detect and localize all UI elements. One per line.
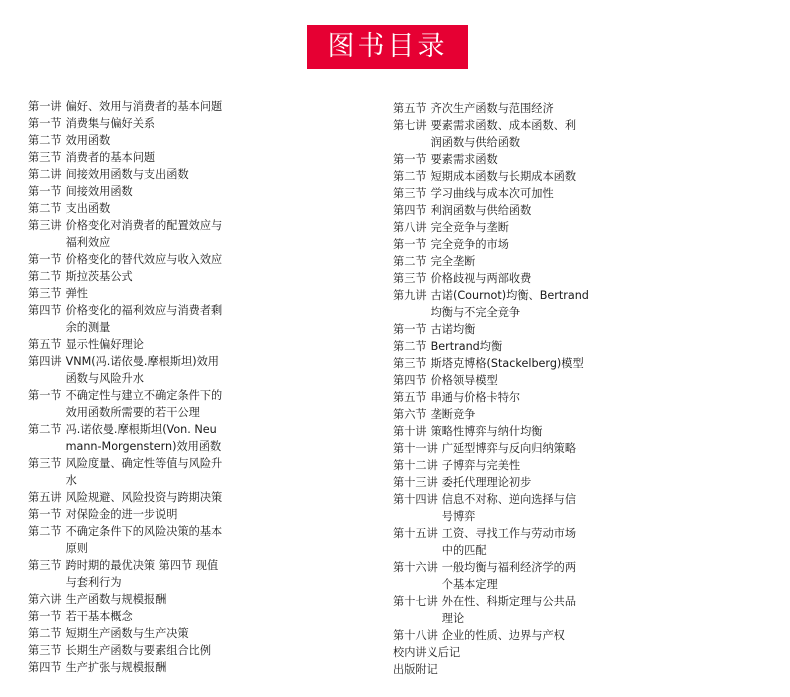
toc-entry	[393, 474, 588, 491]
toc-entry-number: 第六节	[393, 408, 427, 421]
toc-entry-number: 第二节	[28, 202, 62, 215]
toc-entry-title	[66, 608, 133, 625]
toc-entry-title	[66, 183, 133, 200]
toc-entry	[393, 355, 588, 372]
toc-entry-line: 价格变化的福利效应与消费者剩	[65, 304, 223, 317]
toc-entry-line: 策略性博弈与纳什均衡	[430, 425, 543, 438]
toc-entry-title	[66, 166, 189, 183]
toc-entry-title	[431, 219, 509, 236]
toc-entry-title	[393, 644, 460, 661]
toc-entry-title	[431, 253, 476, 270]
toc-entry-title	[442, 440, 576, 457]
toc-entry-title	[66, 98, 223, 115]
toc-entry-title	[442, 559, 576, 593]
toc-entry-title	[431, 423, 543, 440]
toc-entry-title	[66, 591, 167, 608]
toc-entry-number: 第四节	[393, 374, 427, 387]
toc-entry-title	[66, 659, 167, 676]
toc-entry-line: 效用函数所需要的若干公理	[65, 406, 200, 419]
toc-entry-line: 生产函数与规模报酬	[65, 593, 167, 606]
toc-entry-title	[66, 302, 223, 336]
page-title: 图书目录	[307, 25, 468, 69]
toc-entry	[28, 183, 233, 200]
toc-entry-line: 斯拉茨基公式	[65, 270, 133, 283]
toc-entry	[393, 151, 588, 168]
toc-entry-number: 第三节	[28, 644, 62, 657]
toc-left-column	[28, 98, 233, 676]
toc-entry-line: 出版附记	[393, 663, 438, 676]
toc-entry-line: 润函数与供给函数	[430, 136, 521, 149]
toc-entry	[393, 202, 588, 219]
toc-entry-line: 价格变化对消费者的配置效应与	[65, 219, 223, 232]
toc-entry	[28, 149, 233, 166]
toc-entry-number: 第二节	[28, 134, 62, 147]
toc-entry-number: 第三节	[28, 151, 62, 164]
toc-entry-number: 第五讲	[28, 491, 62, 504]
toc-entry-line: 利润函数与供给函数	[430, 204, 532, 217]
toc-entry	[393, 593, 588, 627]
toc-entry	[28, 115, 233, 132]
toc-entry-number: 第一节	[393, 323, 427, 336]
toc-entry-title	[66, 625, 189, 642]
toc-entry-number: 第一节	[28, 389, 62, 402]
toc-entry-line: 偏好、效用与消费者的基本问题	[65, 100, 223, 113]
toc-entry-title	[431, 202, 532, 219]
toc-entry-number: 第三节	[393, 187, 427, 200]
toc-entry	[28, 200, 233, 217]
toc-entry-number: 第二节	[28, 423, 62, 436]
toc-entry	[393, 287, 588, 321]
toc-entry-title	[66, 523, 223, 557]
toc-entry	[393, 253, 588, 270]
toc-entry-number: 第九讲	[393, 289, 427, 302]
toc-entry-number: 第一节	[28, 508, 62, 521]
toc-entry	[28, 608, 233, 625]
toc-entry	[393, 457, 588, 474]
toc-entry	[393, 168, 588, 185]
toc-entry	[28, 506, 233, 523]
toc-entry-number: 第一节	[28, 185, 62, 198]
toc-entry-number: 第十六讲	[393, 561, 438, 574]
toc-entry	[393, 338, 588, 355]
toc-entry	[393, 372, 588, 389]
toc-entry-number: 第二节	[393, 170, 427, 183]
toc-entry-line: 工资、寻找工作与劳动市场	[441, 527, 577, 540]
toc-entry-line: 古诺(Cournot)均衡、Bertrand	[430, 289, 589, 302]
toc-entry-number: 第十八讲	[393, 629, 438, 642]
toc-entry-line: 信息不对称、逆向选择与信	[441, 493, 577, 506]
toc-entry	[28, 251, 233, 268]
toc-entry-number: 第三节	[28, 457, 62, 470]
toc-entry	[28, 353, 233, 387]
toc-entry-title	[431, 100, 554, 117]
toc-entry-number: 第一节	[393, 238, 427, 251]
toc-entry-line: 与套利行为	[65, 576, 122, 589]
toc-entry-line: 子博弈与完美性	[441, 459, 521, 472]
toc-entry-line: 冯.诺依曼.摩根斯坦(Von. Neu	[65, 423, 217, 436]
toc-entry-line: 不确定条件下的风险决策的基本	[65, 525, 223, 538]
toc-entry-number: 第一节	[28, 117, 62, 130]
toc-entry-title	[431, 168, 576, 185]
toc-entry-line: 垄断竞争	[430, 408, 476, 421]
toc-entry-line: 福利效应	[65, 236, 111, 249]
toc-entry-title	[66, 115, 156, 132]
toc-entry-line: 弹性	[65, 287, 88, 300]
toc-entry-number: 第十三讲	[393, 476, 438, 489]
toc-entry-number: 第十五讲	[393, 527, 438, 540]
toc-entry-line: 广延型博弈与反向归纳策略	[441, 442, 577, 455]
toc-entry-title	[66, 268, 133, 285]
toc-entry-number: 第七讲	[393, 119, 427, 132]
toc-entry	[393, 389, 588, 406]
toc-entry-title	[66, 132, 111, 149]
toc-entry-line: 水	[65, 474, 77, 487]
toc-entry-line: 学习曲线与成本次可加性	[430, 187, 554, 200]
toc-entry-number: 第六讲	[28, 593, 62, 606]
toc-entry-number: 第一节	[28, 253, 62, 266]
toc-entry-number: 第一讲	[28, 100, 62, 113]
toc-entry-number: 第二节	[28, 525, 62, 538]
toc-entry-line: 余的测量	[65, 321, 111, 334]
toc-entry-title	[66, 642, 211, 659]
toc-entry	[28, 336, 233, 353]
toc-entry-line: 要素需求函数、成本函数、利	[430, 119, 577, 132]
toc-entry-line: 校内讲义后记	[393, 646, 461, 659]
toc-entry-title	[66, 336, 144, 353]
toc-entry-title	[66, 506, 178, 523]
toc-entry-line: 对保险金的进一步说明	[65, 508, 178, 521]
toc-entry	[393, 661, 588, 678]
toc-entry	[28, 268, 233, 285]
toc-entry-number: 第二节	[393, 255, 427, 268]
toc-entry-title	[442, 627, 565, 644]
toc-entry-line: 价格变化的替代效应与收入效应	[65, 253, 223, 266]
toc-entry-line: 短期生产函数与生产决策	[65, 627, 189, 640]
toc-entry-number: 第十一讲	[393, 442, 438, 455]
toc-entry-line: 间接效用函数与支出函数	[65, 168, 189, 181]
toc-entry-title	[431, 389, 521, 406]
toc-entry	[28, 421, 233, 455]
toc-entry-line: 间接效用函数	[65, 185, 133, 198]
toc-entry-title	[431, 372, 498, 389]
toc-entry	[28, 625, 233, 642]
toc-entry-number: 第四节	[393, 204, 427, 217]
toc-entry	[28, 489, 233, 506]
toc-entry-title	[66, 421, 222, 455]
toc-entry-number: 第三讲	[28, 219, 62, 232]
toc-entry	[28, 523, 233, 557]
toc-entry-title	[66, 149, 156, 166]
toc-entry	[393, 440, 588, 457]
toc-entry-title	[442, 491, 576, 525]
toc-entry-line: 效用函数	[65, 134, 111, 147]
toc-entry	[28, 591, 233, 608]
toc-entry-line: 支出函数	[65, 202, 111, 215]
toc-entry-line: Bertrand均衡	[430, 340, 503, 353]
toc-entry-title	[442, 474, 532, 491]
toc-entry	[393, 559, 588, 593]
toc-entry-title	[431, 117, 576, 151]
toc-entry-line: 完全竞争的市场	[430, 238, 509, 251]
toc-entry-title	[66, 200, 111, 217]
toc-entry	[28, 98, 233, 115]
toc-entry	[393, 321, 588, 338]
toc-entry-line: 外在性、科斯定理与公共品	[441, 595, 577, 608]
toc-entry-title	[431, 321, 476, 338]
toc-entry-line: 串通与价格卡特尔	[430, 391, 521, 404]
toc-entry-number: 第二节	[393, 340, 427, 353]
toc-entry-line: 不确定性与建立不确定条件下的	[65, 389, 223, 402]
toc-entry	[28, 302, 233, 336]
toc-right-column	[393, 100, 588, 678]
toc-entry-line: mann-Morgenstern)效用函数	[65, 440, 222, 453]
toc-entry-number: 第四节	[28, 304, 62, 317]
toc-entry-line: 完全竞争与垄断	[430, 221, 509, 234]
toc-entry-line: 企业的性质、边界与产权	[441, 629, 565, 642]
toc-entry-title	[66, 217, 223, 251]
toc-entry-line: 中的匹配	[441, 544, 487, 557]
toc-entry-number: 第十二讲	[393, 459, 438, 472]
toc-entry-line: 函数与风险升水	[65, 372, 144, 385]
toc-entry	[393, 491, 588, 525]
toc-entry-number: 第五节	[393, 391, 427, 404]
toc-entry-number: 第三节	[393, 357, 427, 370]
toc-entry-title	[431, 236, 509, 253]
toc-entry	[28, 132, 233, 149]
toc-entry	[28, 285, 233, 302]
toc-entry-line: 风险度量、确定性等值与风险升	[65, 457, 223, 470]
toc-entry-number: 第十七讲	[393, 595, 438, 608]
toc-entry-title	[66, 251, 223, 268]
toc-entry-line: 消费集与偏好关系	[65, 117, 156, 130]
toc-entry-number: 第五节	[393, 102, 427, 115]
toc-entry-title	[66, 557, 219, 591]
toc-entry	[28, 387, 233, 421]
toc-entry-number: 第二节	[28, 270, 62, 283]
toc-entry-number: 第八讲	[393, 221, 427, 234]
toc-entry-line: 风险规避、风险投资与跨期决策	[65, 491, 223, 504]
toc-entry-line: 号博弈	[441, 510, 476, 523]
toc-entry-title	[66, 489, 223, 506]
toc-entry-title	[431, 287, 589, 321]
toc-entry-title	[431, 355, 584, 372]
toc-entry	[393, 525, 588, 559]
toc-entry-number: 第三节	[28, 287, 62, 300]
toc-entry-number: 第二讲	[28, 168, 62, 181]
toc-entry	[28, 642, 233, 659]
toc-entry-line: 原则	[65, 542, 88, 555]
toc-entry-title	[393, 661, 438, 678]
toc-entry-line: 委托代理理论初步	[441, 476, 532, 489]
toc-entry-line: 齐次生产函数与范围经济	[430, 102, 554, 115]
toc-entry-line: 价格领导模型	[430, 374, 498, 387]
toc-entry-line: 均衡与不完全竞争	[430, 306, 521, 319]
toc-entry	[393, 423, 588, 440]
toc-entry-line: 要素需求函数	[430, 153, 498, 166]
toc-entry	[28, 455, 233, 489]
toc-entry-title	[431, 151, 498, 168]
toc-entry	[28, 659, 233, 676]
toc-entry	[393, 627, 588, 644]
toc-entry-line: 若干基本概念	[65, 610, 133, 623]
toc-entry-title	[431, 406, 476, 423]
toc-entry-title	[431, 338, 503, 355]
toc-entry	[28, 557, 233, 591]
toc-entry-line: 短期成本函数与长期成本函数	[430, 170, 577, 183]
toc-entry-line: 理论	[441, 612, 465, 625]
toc-entry	[393, 100, 588, 117]
toc-entry-title	[442, 525, 576, 559]
toc-entry-title	[66, 455, 223, 489]
toc-entry-number: 第三节	[393, 272, 427, 285]
toc-entry	[28, 217, 233, 251]
toc-entry-number: 第二节	[28, 627, 62, 640]
toc-entry-line: 消费者的基本问题	[65, 151, 156, 164]
toc-entry-title	[431, 185, 554, 202]
toc-entry	[393, 270, 588, 287]
toc-entry-number: 第三节	[28, 559, 62, 572]
toc-entry	[393, 644, 588, 661]
toc-entry-line: VNM(冯.诺依曼.摩根斯坦)效用	[65, 355, 219, 368]
toc-entry-number: 第一节	[393, 153, 427, 166]
toc-entry-title	[442, 457, 520, 474]
toc-entry-title	[66, 387, 223, 421]
toc-entry-line: 个基本定理	[441, 578, 498, 591]
toc-entry-line: 一般均衡与福利经济学的两	[441, 561, 577, 574]
toc-entry-title	[442, 593, 576, 627]
toc-entry-line: 显示性偏好理论	[65, 338, 144, 351]
toc-entry	[393, 236, 588, 253]
toc-entry-line: 价格歧视与两部收费	[430, 272, 532, 285]
toc-entry-title	[66, 285, 88, 302]
toc-entry-number: 第十讲	[393, 425, 427, 438]
toc-entry-line: 完全垄断	[430, 255, 476, 268]
toc-entry-title	[431, 270, 532, 287]
toc-entry	[28, 166, 233, 183]
toc-entry-line: 长期生产函数与要素组合比例	[65, 644, 212, 657]
toc-entry-number: 第五节	[28, 338, 62, 351]
toc-entry	[393, 219, 588, 236]
toc-entry-line: 跨时期的最优决策 第四节 现值	[65, 559, 219, 572]
toc-entry-line: 古诺均衡	[430, 323, 476, 336]
toc-entry-line: 生产扩张与规模报酬	[65, 661, 167, 674]
toc-entry	[393, 406, 588, 423]
toc-entry	[393, 185, 588, 202]
toc-entry-number: 第四讲	[28, 355, 62, 368]
toc-entry-number: 第四节	[28, 661, 62, 674]
toc-entry-number: 第十四讲	[393, 493, 438, 506]
toc-entry-title	[66, 353, 219, 387]
toc-entry-number: 第一节	[28, 610, 62, 623]
toc-entry-line: 斯塔克博格(Stackelberg)模型	[430, 357, 584, 370]
toc-entry	[393, 117, 588, 151]
